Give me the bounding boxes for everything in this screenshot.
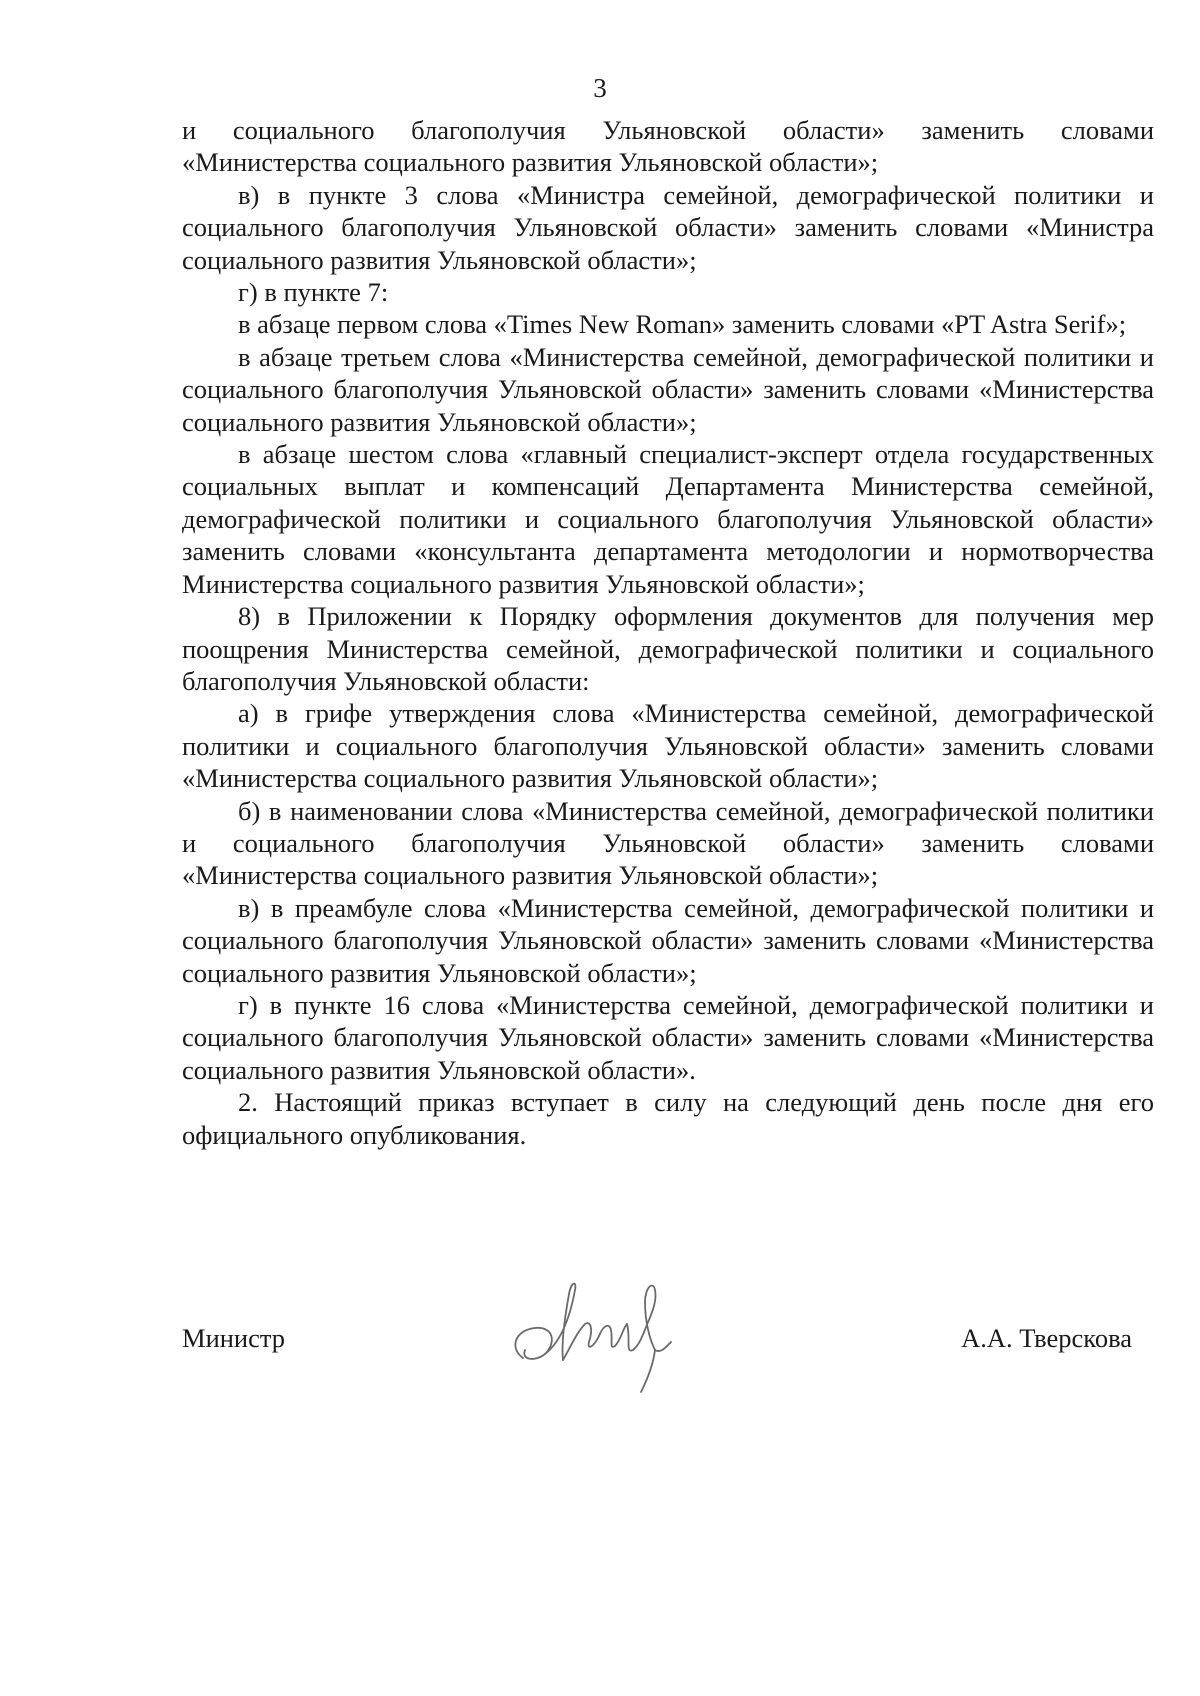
document-body (182, 114, 1154, 1151)
paragraph: г) в пункте 16 слова «Министерства семейной, демографической политики и социального благополучия Ульяновской области» заменить словами «Министерства социального развития Ульяновской области». (182, 989, 1154, 1085)
paragraph: в) в преамбуле слова «Министерства семейной, демографической политики и социального благополучия Ульяновской области» заменить словами «Министерства социального развития Ульяновской области»; (182, 892, 1154, 988)
paragraph: а) в грифе утверждения слова «Министерства семейной, демографической политики и социального благополучия Ульяновской области» заменить словами «Министерства социального развития Ульяновской области»; (182, 698, 1154, 794)
handwritten-signature-icon (505, 1250, 705, 1400)
paragraph: в) в пункте 3 слова «Министра семейной, демографической политики и социального благополучия Ульяновской области» заменить словами «Министра социального развития Ульяновской области»; (182, 179, 1154, 275)
paragraph: б) в наименовании слова «Министерства семейной, демографической политики и социального благополучия Ульяновской области» заменить словами «Министерства социального развития Ульяновской области»; (182, 795, 1154, 891)
signatory-title: Министр (182, 1323, 286, 1353)
paragraph: и социального благополучия Ульяновской области» заменить словами «Министерства социального развития Ульяновской области»; (182, 115, 1154, 178)
paragraph: г) в пункте 7: (238, 277, 389, 308)
paragraph: в абзаце третьем слова «Министерства семейной, демографической политики и социального благополучия Ульяновской области» заменить словами «Министерства социального развития Ульяновской области»; (182, 341, 1154, 437)
paragraph: в абзаце первом слова «Times New Roman» заменить словами «PT Astra Serif»; (238, 309, 1127, 340)
page-number: 3 (593, 73, 607, 103)
paragraph: в абзаце шестом слова «главный специалист-эксперт отдела государственных социальных выплат и компенсаций Департамента Министерства семейной, демографической политики и социального благополучия Ульяновской области» заменить словами «консультанта департамента методологии и нормотворчества Министерства социального развития Ульяновской области»; (182, 439, 1154, 599)
paragraph: 8) в Приложении к Порядку оформления документов для получения мер поощрения Министерства семейной, демографической политики и социального благополучия Ульяновской области: (182, 601, 1154, 696)
paragraph: 2. Настоящий приказ вступает в силу на следующий день после дня его официального опубликования. (182, 1087, 1154, 1150)
signatory-name: А.А. Тверскова (961, 1323, 1132, 1353)
